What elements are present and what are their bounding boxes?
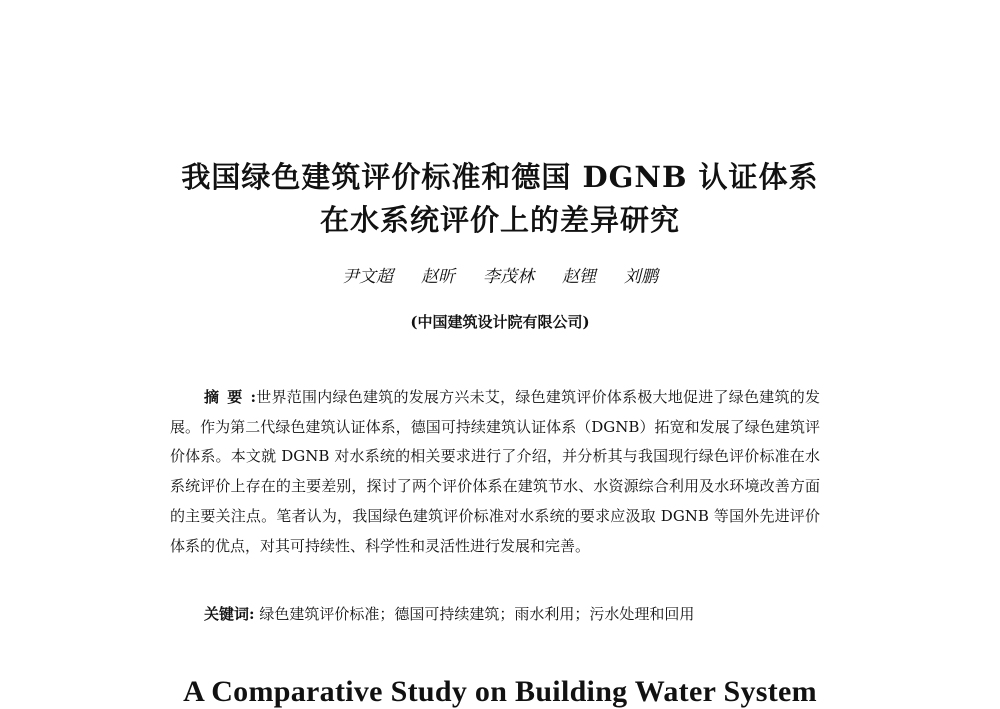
- english-title: A Comparative Study on Building Water System: [183, 675, 817, 708]
- abstract-label: 摘要: [204, 388, 251, 406]
- author-name: 尹文超: [342, 267, 393, 287]
- author-list: [0, 262, 1000, 287]
- abstract-text: 世界范围内绿色建筑的发展方兴未艾，绿色建筑评价体系极大地促进了绿色建筑的发展。作为第二代绿色建筑认证体系，德国可持续建筑认证体系（DGNB）拓宽和发展了绿色建筑评价体系。本文就 DGNB 对水系统的相关要求进行了介绍，并分析其与我国现行绿色评价标准在水系统评价上存在的主要差别，探讨了两个评价体系在建筑节水、水资源综合利用及水环境改善方面的主要关注点。笔者认为，我国绿色建筑评价标准对水系统的要求应汲取 DGNB 等国外先进评价体系的优点，对其可持续性、科学性和灵活性进行发展和完善。: [170, 388, 820, 555]
- keywords-label: 关键词:: [204, 605, 255, 623]
- title-line-1: 我国绿色建筑评价标准和德国 DGNB 认证体系: [181, 160, 819, 194]
- author-name: 刘鹏: [624, 267, 658, 287]
- author-name: 李茂林: [483, 267, 534, 287]
- abstract: [170, 383, 820, 561]
- affiliation: (中国建筑设计院有限公司): [410, 313, 590, 331]
- keywords: [204, 601, 824, 627]
- keywords-text: 绿色建筑评价标准；德国可持续建筑；雨水利用；污水处理和回用: [259, 605, 695, 623]
- abstract-colon: :: [250, 388, 257, 406]
- title-line-2: 在水系统评价上的差异研究: [319, 203, 680, 237]
- author-name: 赵锂: [562, 267, 596, 287]
- author-name: 赵昕: [421, 267, 455, 287]
